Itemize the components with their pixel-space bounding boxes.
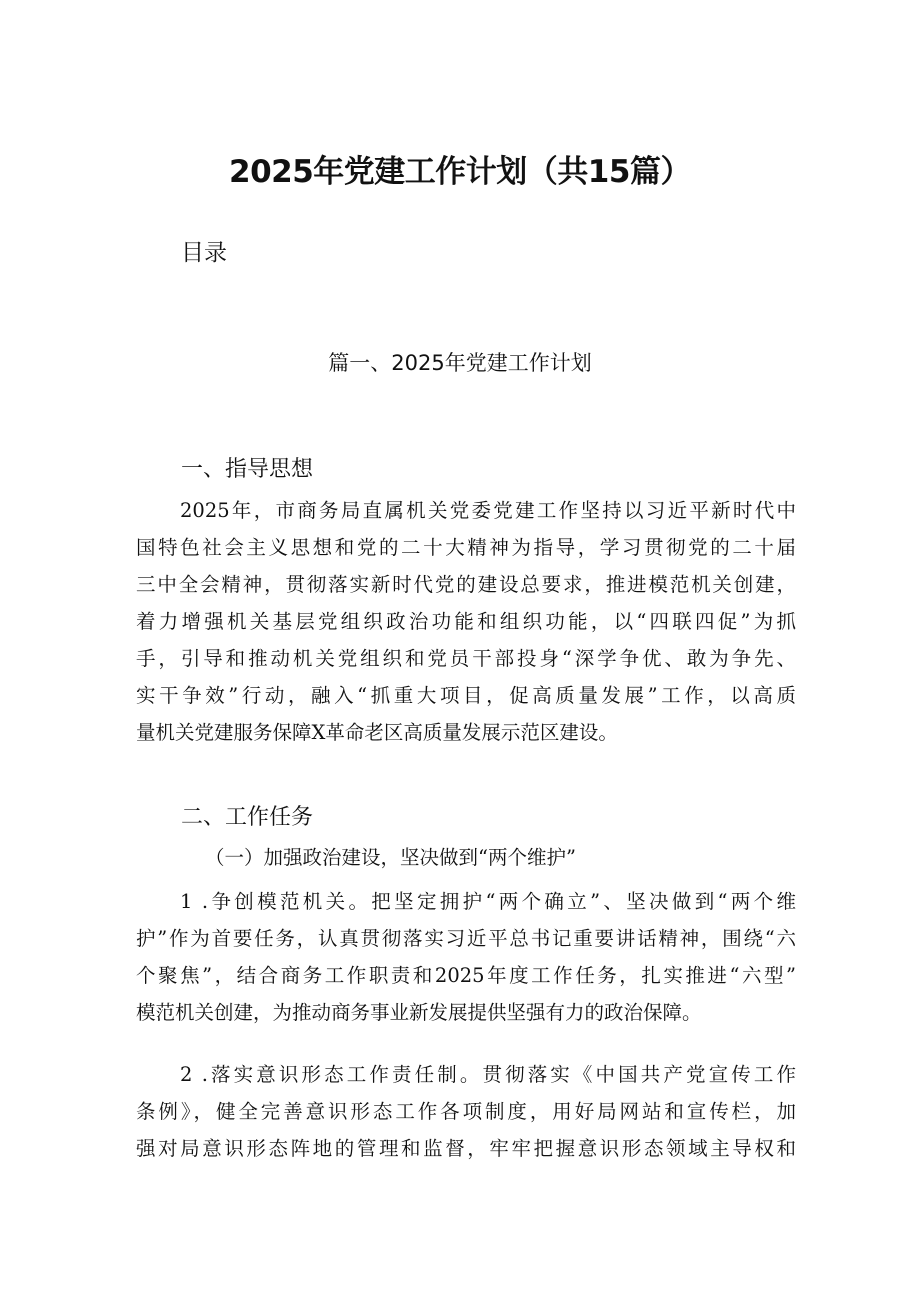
subsection-heading: （一）加强政治建设，坚决做到“两个维护” xyxy=(205,846,576,869)
paragraph-line: 条例》，健全完善意识形态工作各项制度，用好局网站和宣传栏，加 xyxy=(136,1100,796,1123)
guiding-ideology-paragraph xyxy=(136,492,796,751)
paragraph-line: 强对局意识形态阵地的管理和监督，牢牢把握意识形态领域主导权和 xyxy=(136,1137,796,1160)
section-heading-work-tasks: 二、工作任务 xyxy=(181,805,314,830)
paragraph-line: 手，引导和推动机关党组织和党员干部投身“深学争优、敢为争先、 xyxy=(136,647,796,670)
section-heading-guiding-ideology: 一、指导思想 xyxy=(181,457,314,482)
paragraph-line: 1 .争创模范机关。把坚定拥护“两个确立”、坚决做到“两个维 xyxy=(180,890,796,913)
chapter-title: 篇一、2025年党建工作计划 xyxy=(328,351,592,375)
document-title: 2025年党建工作计划（共15篇） xyxy=(229,154,691,190)
paragraph-line: 国特色社会主义思想和党的二十大精神为指导，学习贯彻党的二十届 xyxy=(136,536,796,559)
paragraph-line: 三中全会精神，贯彻落实新时代党的建设总要求，推进模范机关创建， xyxy=(136,573,796,596)
toc-label: 目录 xyxy=(181,240,227,266)
paragraph-line: 2025年，市商务局直属机关党委党建工作坚持以习近平新时代中 xyxy=(180,499,796,522)
item-2-paragraph xyxy=(136,1056,796,1167)
paragraph-line: 量机关党建服务保障X革命老区高质量发展示范区建设。 xyxy=(136,721,618,744)
paragraph-line: 着力增强机关基层党组织政治功能和组织功能，以“四联四促”为抓 xyxy=(136,610,796,633)
paragraph-line: 模范机关创建，为推动商务事业新发展提供坚强有力的政治保障。 xyxy=(136,1001,702,1024)
item-1-paragraph xyxy=(136,883,796,1031)
paragraph-line: 个聚焦”，结合商务工作职责和2025年度工作任务，扎实推进“六型” xyxy=(136,964,796,987)
paragraph-line: 护”作为首要任务，认真贯彻落实习近平总书记重要讲话精神，围绕“六 xyxy=(136,927,796,950)
paragraph-line: 2 .落实意识形态工作责任制。贯彻落实《中国共产党宣传工作 xyxy=(180,1063,796,1086)
paragraph-line: 实干争效”行动，融入“抓重大项目，促高质量发展”工作，以高质 xyxy=(136,684,796,707)
